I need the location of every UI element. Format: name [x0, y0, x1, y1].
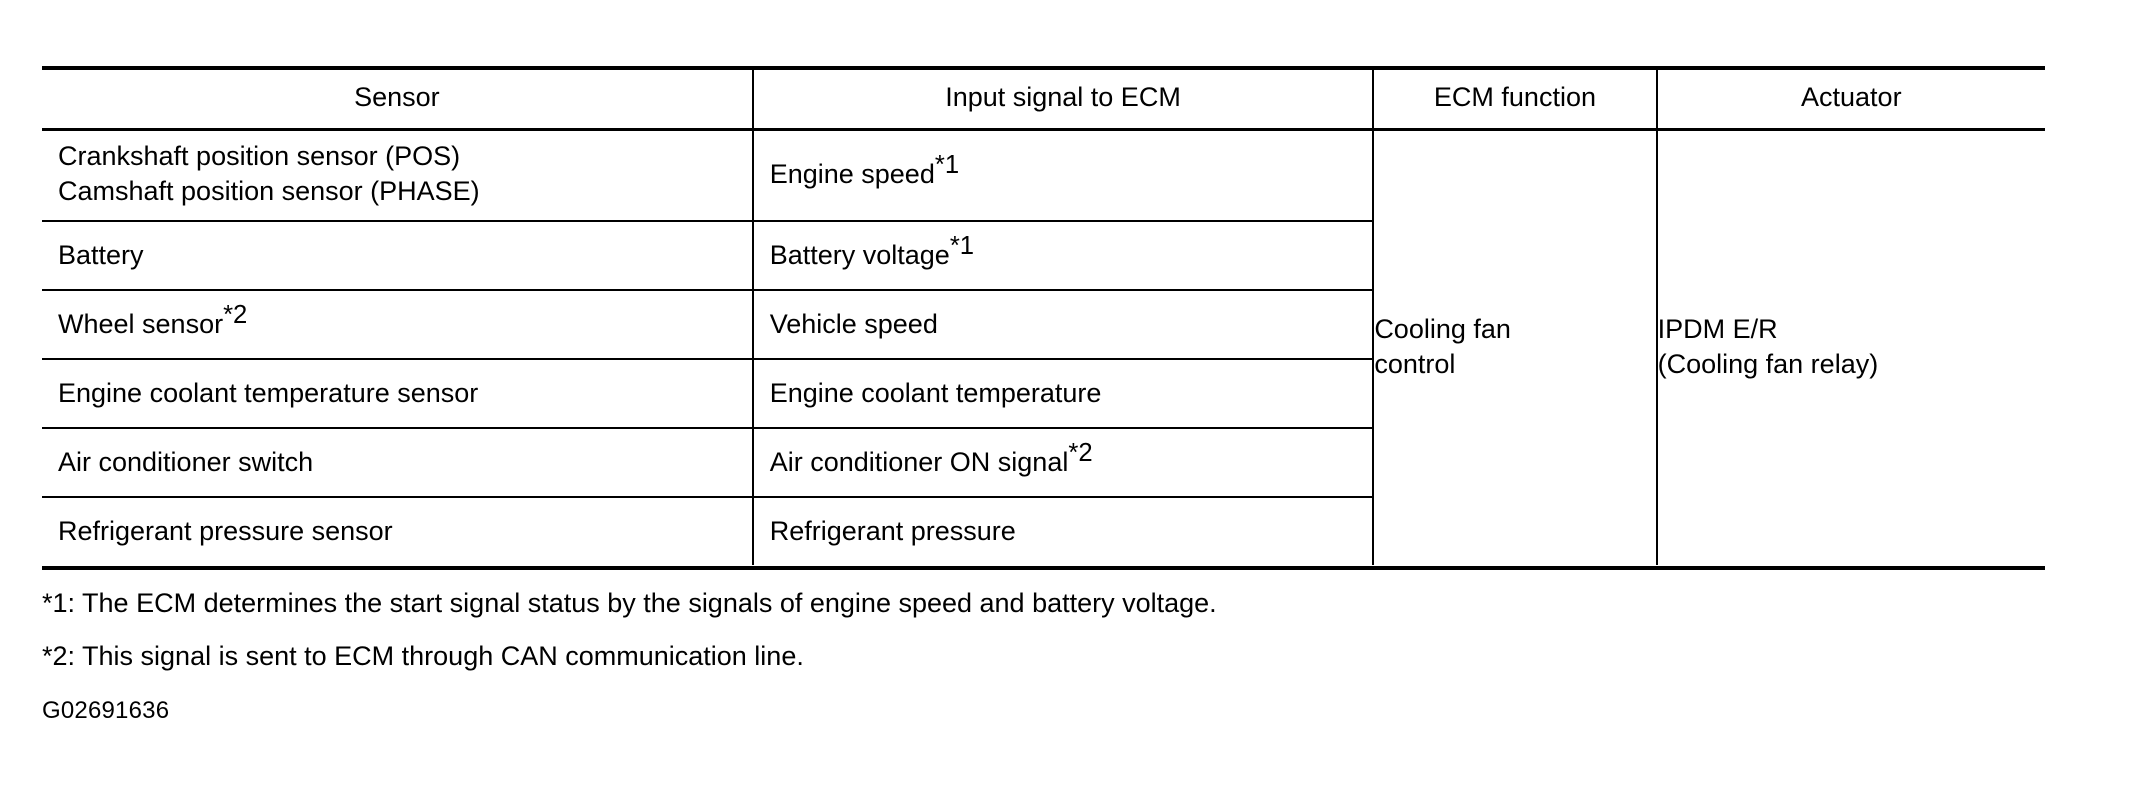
- ecm-function-line-1: Cooling fan: [1374, 313, 1511, 344]
- spec-table-wrapper: [42, 66, 2045, 565]
- cell-ecm-function: [1373, 128, 1656, 565]
- table-bottom-rule: [42, 566, 2045, 570]
- cell-input-signal: [753, 128, 1374, 221]
- sensor-line-2: Camshaft position sensor (PHASE): [58, 176, 480, 206]
- cell-sensor: [42, 428, 753, 497]
- signal-footnote-marker: *1: [934, 150, 960, 179]
- column-header-sensor: Sensor: [354, 81, 440, 112]
- sensor-line-1: Engine coolant temperature sensor: [58, 378, 479, 409]
- cell-input-signal: [753, 497, 1374, 565]
- cell-input-signal: [753, 428, 1374, 497]
- sensor-line-1: Crankshaft position sensor (POS): [58, 141, 461, 172]
- sensor-line-1: Refrigerant pressure sensor: [58, 516, 393, 547]
- cell-input-signal: [753, 359, 1374, 428]
- actuator-line-1: IPDM E/R: [1657, 313, 1778, 344]
- signal-footnote-marker: *2: [1068, 439, 1093, 468]
- table-body: [42, 128, 2045, 565]
- sensor-footnote-marker: *2: [223, 301, 248, 330]
- table-row: [42, 128, 2045, 221]
- cell-actuator: [1657, 128, 2045, 565]
- cell-input-signal: [753, 290, 1374, 359]
- cell-sensor: [42, 290, 753, 359]
- signal-text: Refrigerant pressure: [769, 516, 1016, 547]
- cell-sensor: [42, 128, 753, 221]
- sensor-line-1: Battery: [58, 240, 144, 271]
- cell-sensor: [42, 497, 753, 565]
- cell-sensor: [42, 221, 753, 290]
- column-header-actuator: Actuator: [1657, 66, 2045, 128]
- signal-text: Vehicle speed: [769, 309, 938, 340]
- figure-code: G02691636: [42, 697, 170, 724]
- actuator-line-2: (Cooling fan relay): [1657, 348, 1879, 379]
- column-header-input-signal: Input signal to ECM: [753, 66, 1374, 128]
- sensor-line-1: Air conditioner switch: [58, 447, 314, 478]
- cell-sensor: [42, 359, 753, 428]
- signal-text: Engine speed: [769, 158, 935, 189]
- signal-footnote-marker: *1: [949, 232, 975, 261]
- table-header-row: [42, 66, 2045, 128]
- footnote-1: *1: The ECM determines the start signal status by the signals of engine speed and battery voltage.: [42, 588, 1217, 618]
- table-head: [42, 66, 2045, 128]
- sensor-line-1: Wheel sensor: [58, 309, 224, 340]
- signal-text: Air conditioner ON signal: [769, 447, 1069, 478]
- ecm-function-line-2: control: [1374, 348, 1456, 379]
- signal-text: Engine coolant temperature: [769, 378, 1102, 409]
- spec-table: [42, 66, 2045, 565]
- signal-text: Battery voltage: [769, 240, 950, 271]
- column-header-ecm-function: ECM function: [1373, 66, 1656, 128]
- footnote-2: *2: This signal is sent to ECM through CAN communication line.: [42, 641, 804, 671]
- footnotes: [42, 580, 2042, 696]
- cell-input-signal: [753, 221, 1374, 290]
